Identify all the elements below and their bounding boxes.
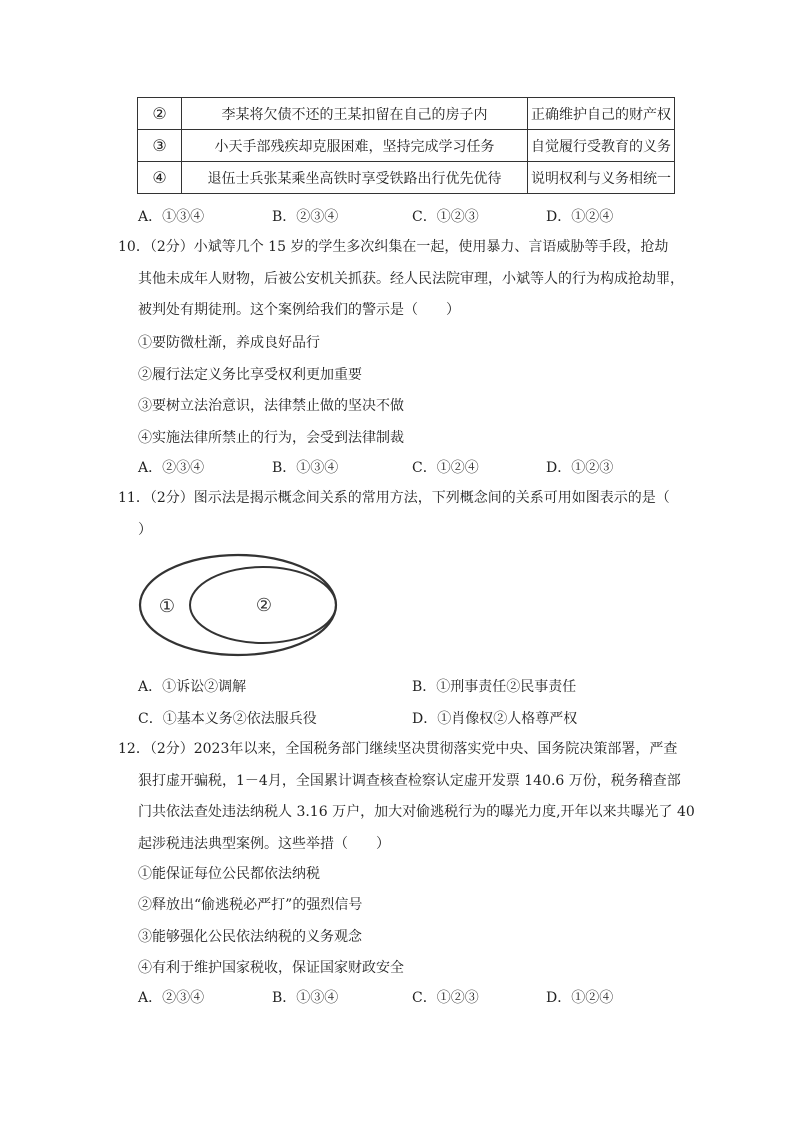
option-b[interactable]: B．①刑事责任②民事责任: [412, 679, 577, 695]
table-cell-conclusion: 正确维护自己的财产权: [528, 98, 675, 130]
option-c[interactable]: C．①②③: [412, 209, 479, 225]
option-a[interactable]: A．①③④: [138, 209, 205, 225]
option-a[interactable]: A．①诉讼②调解: [138, 679, 247, 695]
option-c[interactable]: C．①②③: [412, 990, 479, 1006]
q12-line: 12．（2分）2023年以来，全国税务部门继续坚决贯彻落实党中央、国务院决策部署，严查: [118, 741, 678, 757]
q12-line: 起涉税违法典型案例。这些举措（ ）: [138, 835, 390, 852]
table-cell-number: ③: [138, 130, 182, 162]
q10-line: 10．（2分）小斌等几个 15 岁的学生多次纠集在一起，使用暴力、言语威胁等手段，抢劫: [118, 239, 669, 255]
option-d[interactable]: D．①②④: [546, 990, 614, 1006]
option-b[interactable]: B．①③④: [272, 990, 339, 1006]
table-cell-event: 李某将欠债不还的王某扣留在自己的房子内: [182, 98, 528, 130]
q12-options: [138, 987, 698, 1007]
option-d[interactable]: D．①②③: [546, 460, 614, 476]
q9-options: [138, 206, 698, 226]
q11-venn-diagram: [137, 552, 341, 660]
q11-line: ）: [138, 521, 152, 538]
venn-svg: [137, 552, 341, 660]
table-cell-conclusion: 说明权利与义务相统一: [528, 162, 675, 194]
q12-statement-2: ②释放出“偷逃税必严打”的强烈信号: [138, 897, 363, 913]
q12-line: 门共依法查处违法纳税人 3.16 万户，加大对偷逃税行为的曝光力度,开年以来共曝光了 40: [138, 804, 695, 820]
q9-table: [137, 97, 675, 194]
q10-statement-4: ④实施法律所禁止的行为，会受到法律制裁: [138, 430, 404, 446]
option-d[interactable]: D．①肖像权②人格尊严权: [412, 711, 578, 727]
q12-stem: [118, 734, 695, 860]
table-row: [138, 130, 675, 162]
q11-line: 11．（2分）图示法是揭示概念间关系的常用方法，下列概念间的关系可用如图表示的是（: [118, 490, 670, 506]
table-cell-number: ④: [138, 162, 182, 194]
option-c[interactable]: C．①②④: [412, 460, 479, 476]
outer-label: ①: [158, 596, 176, 617]
q11-options-row1: [138, 676, 698, 696]
q12-statement-4: ④有利于维护国家税收，保证国家财政安全: [138, 960, 404, 976]
q10-statement-3: ③要树立法治意识，法律禁止做的坚决不做: [138, 398, 404, 414]
option-c[interactable]: C．①基本义务②依法服兵役: [138, 711, 317, 727]
table-cell-event: 退伍士兵张某乘坐高铁时享受铁路出行优先优待: [182, 162, 528, 194]
table-cell-number: ②: [138, 98, 182, 130]
table-row: [138, 162, 675, 194]
q12-line: 狠打虚开骗税，1－4月，全国累计调查核查检察认定虚开发票 140.6 万份，税务稽查部: [138, 772, 681, 789]
q10-stem: [118, 232, 684, 327]
option-a[interactable]: A．②③④: [138, 460, 205, 476]
q10-line: 其他未成年人财物，后被公安机关抓获。经人民法院审理，小斌等人的行为构成抢劫罪，: [138, 270, 684, 287]
q10-statement-1: ①要防微杜渐，养成良好品行: [138, 335, 320, 351]
option-d[interactable]: D．①②④: [546, 209, 614, 225]
q10-line: 被判处有期徒刑。这个案例给我们的警示是（ ）: [138, 302, 460, 318]
q11-options-row2: [138, 708, 698, 728]
option-a[interactable]: A．②③④: [138, 990, 205, 1006]
q12-statement-3: ③能够强化公民依法纳税的义务观念: [138, 929, 362, 945]
q12-statement-1: ①能保证每位公民都依法纳税: [138, 866, 320, 882]
table-cell-event: 小天手部残疾却克服困难，坚持完成学习任务: [182, 130, 528, 162]
q10-statement-2: ②履行法定义务比享受权利更加重要: [138, 367, 362, 383]
table-row: [138, 98, 675, 130]
inner-label: ②: [255, 595, 273, 616]
q10-options: [138, 457, 698, 477]
table-cell-conclusion: 自觉履行受教育的义务: [528, 130, 675, 162]
option-b[interactable]: B．②③④: [272, 209, 339, 225]
q11-stem: [118, 483, 684, 546]
option-b[interactable]: B．①③④: [272, 460, 339, 476]
